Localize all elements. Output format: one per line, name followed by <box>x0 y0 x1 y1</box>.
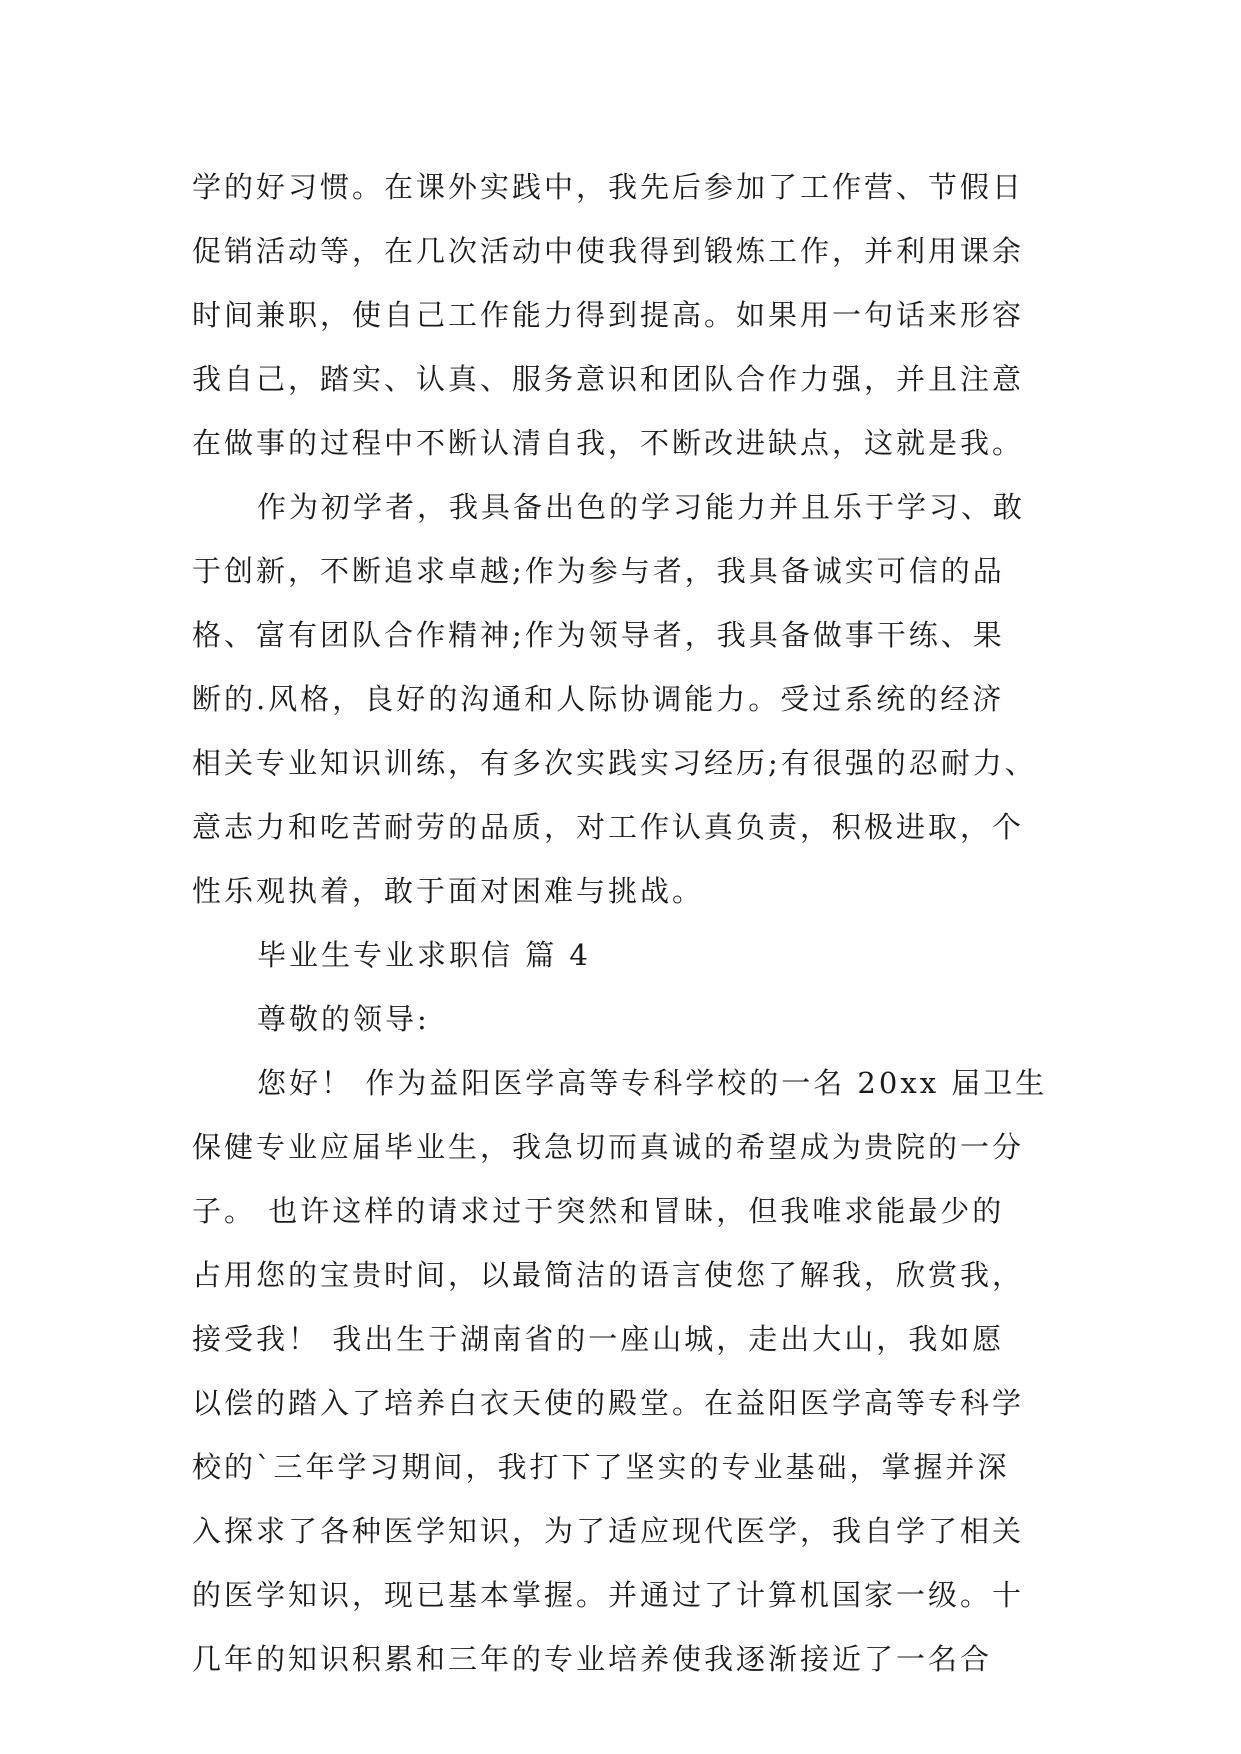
text-line-19: 接受我！ 我出生于湖南省的一座山城，走出大山，我如愿 <box>192 1322 1005 1356</box>
text-line-7: 于创新，不断追求卓越;作为参与者，我具备诚实可信的品 <box>192 554 1005 588</box>
section-heading: 毕业生专业求职信 篇 4 <box>257 938 591 972</box>
text-line-11: 意志力和吃苦耐劳的品质，对工作认真负责，积极进取，个 <box>192 810 1025 844</box>
text-line-24: 几年的知识积累和三年的专业培养使我逐渐接近了一名合 <box>192 1642 993 1676</box>
text-line-5: 在做事的过程中不断认清自我，不断改进缺点，这就是我。 <box>192 426 1025 460</box>
text-line-8: 格、富有团队合作精神;作为领导者，我具备做事干练、果 <box>192 618 1005 652</box>
salutation: 尊敬的领导: <box>257 1002 430 1036</box>
text-line-15: 您好！ 作为益阳医学高等专科学校的一名 20xx 届卫生 <box>257 1066 1048 1100</box>
text-line-21: 校的`三年学习期间，我打下了坚实的专业基础，掌握并深 <box>192 1450 1010 1484</box>
text-line-17: 子。 也许这样的请求过于突然和冒昧，但我唯求能最少的 <box>192 1194 1005 1228</box>
text-line-4: 我自己，踏实、认真、服务意识和团队合作力强，并且注意 <box>192 362 1025 396</box>
text-line-2: 促销活动等，在几次活动中使我得到锻炼工作，并利用课余 <box>192 234 1025 268</box>
text-line-1: 学的好习惯。在课外实践中，我先后参加了工作营、节假日 <box>192 170 1025 204</box>
body-text <box>192 155 1072 1691</box>
text-line-6: 作为初学者，我具备出色的学习能力并且乐于学习、敢 <box>257 490 1026 524</box>
text-line-10: 相关专业知识训练，有多次实践实习经历;有很强的忍耐力、 <box>192 746 1037 780</box>
text-line-3: 时间兼职，使自己工作能力得到提高。如果用一句话来形容 <box>192 298 1025 332</box>
text-line-23: 的医学知识，现已基本掌握。并通过了计算机国家一级。十 <box>192 1578 1025 1612</box>
text-line-18: 占用您的宝贵时间，以最简洁的语言使您了解我，欣赏我， <box>192 1258 1025 1292</box>
text-line-9: 断的.风格，良好的沟通和人际协调能力。受过系统的经济 <box>192 682 1005 716</box>
text-line-22: 入探求了各种医学知识，为了适应现代医学，我自学了相关 <box>192 1514 1025 1548</box>
text-line-20: 以偿的踏入了培养白衣天使的殿堂。在益阳医学高等专科学 <box>192 1386 1025 1420</box>
text-line-16: 保健专业应届毕业生，我急切而真诚的希望成为贵院的一分 <box>192 1130 1025 1164</box>
text-line-12: 性乐观执着，敢于面对困难与挑战。 <box>192 874 705 908</box>
